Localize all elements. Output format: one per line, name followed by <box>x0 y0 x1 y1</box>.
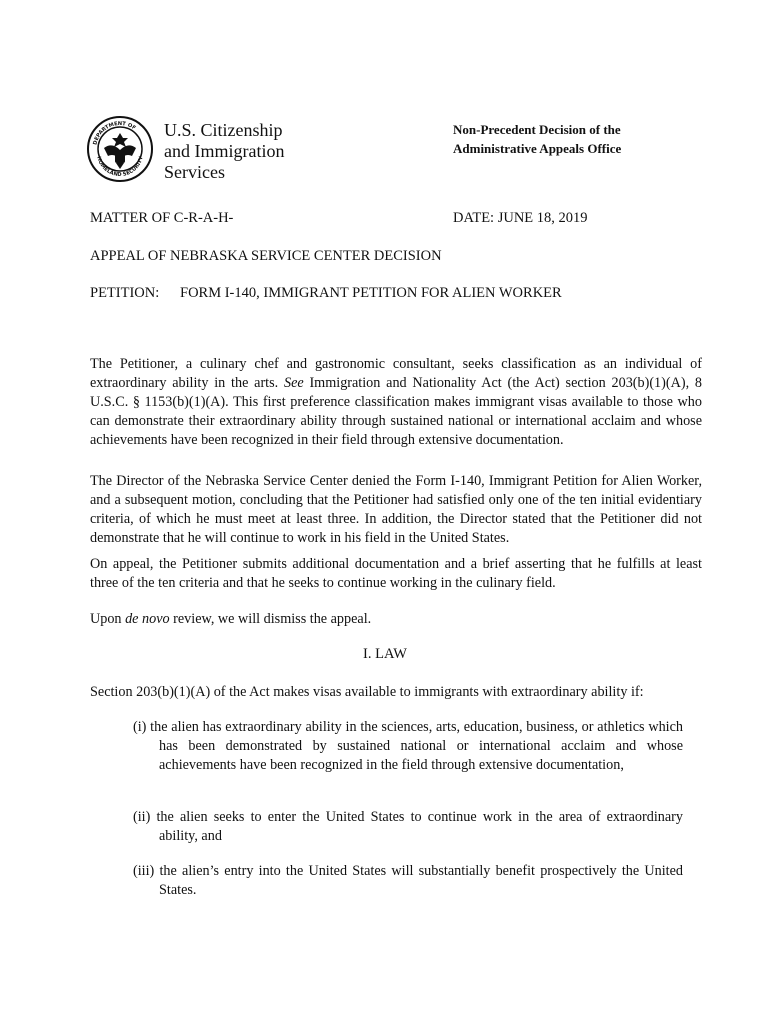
paragraph-section-203: Section 203(b)(1)(A) of the Act makes visas available to immigrants with extraordinary ability if: <box>90 684 644 700</box>
paragraph-text: The Petitioner, a culinary chef and gastronomic consultant, seeks classification as an individual of extraordinary ability in the arts. <box>90 356 702 391</box>
matter-line: MATTER OF C-R-A-H- <box>90 210 234 226</box>
paragraph-director-decision: The Director of the Nebraska Service Center denied the Form I-140, Immigrant Petition for Alien Worker, and a subsequent motion, concluding that the Petitioner had satisfied only one of the ten initial evidentiary criteria, of which he must meet at least three. In addition, the Director stated that the Petitioner did not demonstrate that he will continue to work in his field in the United States. <box>90 473 702 546</box>
paragraph-intro <box>90 355 702 450</box>
statute-clause-iii: (iii) the alien’s entry into the United States will substantially benefit prospectively the United States. <box>133 863 683 898</box>
agency-name-line: U.S. Citizenship <box>164 120 283 140</box>
statute-clause-i: (i) the alien has extraordinary ability in the sciences, arts, education, business, or athletics which has been demonstrated by sustained national or international acclaim and whose achievements have been recognized in the field through extensive documentation, <box>133 719 683 773</box>
decision-type <box>453 120 621 158</box>
agency-name <box>164 120 284 183</box>
decision-type-line: Administrative Appeals Office <box>453 141 622 156</box>
petition-label: PETITION: <box>90 285 160 301</box>
petition-value: FORM I-140, IMMIGRANT PETITION FOR ALIEN WORKER <box>180 285 562 301</box>
paragraph-text: review, we will dismiss the appeal. <box>169 611 372 627</box>
statute-clause-ii: (ii) the alien seeks to enter the United States to continue work in the area of extraordinary ability, and <box>133 809 683 844</box>
petition-line <box>90 285 562 302</box>
decision-type-line: Non-Precedent Decision of the <box>453 122 621 137</box>
paragraph-text: Immigration and Nationality Act (the Act) section 203(b)(1)(A), 8 U.S.C. § 1153(b)(1)(A). This first preference classification makes immigrant visas available to those who can demonstrate their extraordinary ability through sustained national or international acclaim and whose achievements have been recognized in their field through extensive documentation. <box>90 375 702 448</box>
decision-date: DATE: JUNE 18, 2019 <box>453 210 588 226</box>
dhs-seal-icon <box>86 115 154 183</box>
appeal-line: APPEAL OF NEBRASKA SERVICE CENTER DECISION <box>90 248 442 264</box>
section-heading-law: I. LAW <box>363 646 407 662</box>
citation-signal: See <box>283 375 304 391</box>
svg-text:HOMELAND SECURITY: HOMELAND SECURITY <box>95 155 145 179</box>
agency-name-line: Services <box>164 162 225 182</box>
agency-name-line: and Immigration <box>164 141 285 161</box>
svg-text:DEPARTMENT OF: DEPARTMENT OF <box>92 120 137 146</box>
paragraph-review <box>90 610 702 629</box>
latin-term: de novo <box>125 611 170 627</box>
paragraph-text: Upon <box>90 611 126 627</box>
paragraph-appeal: On appeal, the Petitioner submits additional documentation and a brief asserting that he fulfills at least three of the ten criteria and that he seeks to continue working in the culinary field. <box>90 556 702 591</box>
